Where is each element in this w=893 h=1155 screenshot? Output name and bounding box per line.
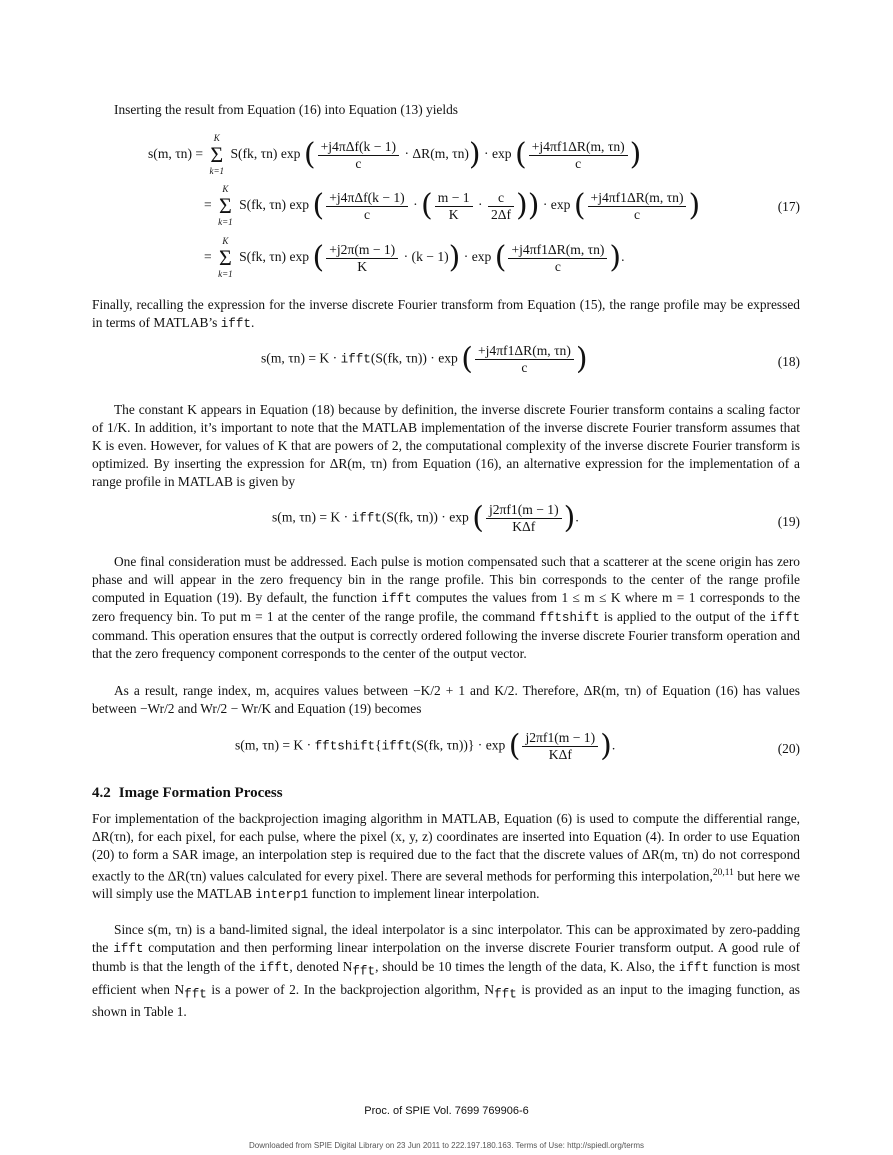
download-notice: Downloaded from SPIE Digital Library on 23 Jun 2011 to 222.197.180.163. Terms of Use: http://spiedl.org/terms [248, 1141, 645, 1150]
fraction: $\frac{c}{2\Delta f}$ [488, 190, 514, 223]
equation-17-row-2: = K Σ k=1 S(fk, τn) exp ( $\frac{\text{+j4πΔf(k − 1)}}{c}$ · ( $\frac{m - 1}{K}$ · $\frac{c}{2\Delta f}$ )) · exp ( $\frac{+j4\pi f1\Delta R(m, \tau n)}{c}$ ) [204, 184, 701, 227]
fraction: $\frac{+j4\pi f1\Delta R(m, \tau n)}{c}$ [508, 242, 607, 275]
equation-20-number: (20) [777, 741, 800, 756]
proceedings-citation: Proc. of SPIE Vol. 7699 769906-6 [364, 1105, 529, 1117]
fraction: $\frac{+j4\pi f1\Delta R(m, \tau n)}{c}$ [588, 190, 687, 223]
equation-20: s(m, τn) = K · fftshift{ifft(S(fk, τn))} · exp ( $\frac{j2\pi f1(m - 1)}{\text{KΔf}}$ ). [235, 728, 616, 764]
equation-17-lhs: s(m, τn) = [148, 146, 204, 162]
fraction: $\frac{m - 1}{K}$ [435, 190, 473, 223]
equation-18: s(m, τn) = K · ifft(S(fk, τn)) · exp ( $\frac{+j4\pi f1\Delta R(m, \tau n)}{c}$ ) [261, 341, 588, 377]
citation-ref: 20,11 [712, 868, 734, 878]
paragraph-implementation: For implementation of the backprojection imaging algorithm in MATLAB, Equation (6) is used to compute the differential range, ΔR(τn), for each pixel, for each pulse, where the pixel (x, y, z) coordinates are inserted into Equation (4). In order to use Equation (20) to form a SAR image, an interpolation step is required due to the fact that the discrete values of ΔR(m, τn) do not correspond exactly to the ΔR(τn) values calculated for every pixel. There are several methods for performing this interpolation,$^{20,11}$ but here we will simply use the MATLAB interp1 function to implement linear interpolation. [92, 811, 800, 903]
summation-symbol: K Σ k=1 [209, 133, 225, 176]
equation-17-row-1: s(m, τn) = K Σ k=1 S(fk, τn) exp ( $\frac{\text{+j4πΔf(k − 1)}}{c}$ · ΔR(m, τn)) · exp ( $\frac{+j4\pi f1\Delta R(m, \tau n)}{c}$ ) [148, 133, 642, 176]
equation-17-number: (17) [777, 199, 800, 214]
paragraph-constant-k: The constant K appears in Equation (18) because by definition, the inverse discrete Fourier transform contains a scaling factor of 1/K. In addition, it’s important to note that the MATLAB implementation of the inverse discrete Fourier transform assumes that K is even. However, for values of K that are powers of 2, the computational complexity of the inverse discrete Fourier transform is optimized. By inserting the expression for ΔR(m, τn) from Equation (16), an alternative expression for the implementation of a range profile in MATLAB is given by [92, 402, 800, 489]
intro-line: Inserting the result from Equation (16) into Equation (13) yields [114, 102, 458, 117]
fraction: $\frac{j2\pi f1(m - 1)}{\text{KΔf}}$ [522, 730, 598, 763]
paragraph-inverse-transform: Finally, recalling the expression for the inverse discrete Fourier transform from Equation (15), the range profile may be expressed in terms of MATLAB’s ifft. [92, 297, 800, 331]
fraction: $\frac{\text{+j4πΔf(k − 1)}}{c}$ [318, 139, 399, 172]
summation-symbol: K Σ k=1 [218, 236, 233, 279]
fraction: $\frac{+j4\pi f1\Delta R(m, \tau n)}{c}$ [529, 139, 628, 172]
paragraph-final-consideration: One final consideration must be addressed. Each pulse is motion compensated such that a scatterer at the scene origin has zero phase and will appear in the zero frequency bin in the range profile. This bin corresponds to the center of the range profile computed in Equation (19). By default, the function ifft computes the values from 1 ≤ m ≤ K where m = 1 corresponds to the zero frequency bin. To put m = 1 at the center of the range profile, the command fftshift is applied to the output of the ifft command. This operation ensures that the output is correctly ordered following the inverse discrete Fourier transform operation and that the zero frequency component corresponds to the center of the output vector. [92, 554, 801, 661]
equation-19-number: (19) [777, 514, 800, 529]
equation-19: s(m, τn) = K · ifft(S(fk, τn)) · exp ( $\frac{j2\pi f1(m - 1)}{\text{KΔf}}$ ). [272, 500, 579, 536]
fraction: $\frac{+j2\pi(m - 1)}{K}$ [326, 242, 398, 275]
fraction: $\frac{j2\pi f1(m - 1)}{\text{KΔf}}$ [486, 502, 562, 535]
fraction: $\frac{+j4\pi f1\Delta R(m, \tau n)}{c}$ [475, 343, 574, 376]
section-heading: 4.2 Image Formation Process [92, 785, 283, 801]
paragraph-result: As a result, range index, m, acquires values between −K/2 + 1 and K/2. Therefore, ΔR(m, τn) of Equation (16) has values between −Wr/2 and Wr/2 − Wr/K and Equation (19) becomes [92, 683, 800, 716]
paragraph-sinc-interpolator: Since s(m, τn) is a band-limited signal, the ideal interpolator is a sinc interpolator. This can be approximated by zero-padding the ifft computation and then performing linear interpolation on the inverse discrete Fourier transform output. A good rule of thumb is that the length of the ifft, denoted $N_{fft}$, should be 10 times the length of the data, K. Also, the ifft function is most efficient when $N_{fft}$ is a power of 2. In the backprojection algorithm, $N_{fft}$ is provided as an input to the imaging function, as shown in Table 1. [92, 922, 800, 1020]
summation-symbol: K Σ k=1 [218, 184, 233, 227]
equation-17-row-3: = K Σ k=1 S(fk, τn) exp ( $\frac{+j2\pi(m - 1)}{K}$ · (k − 1)) · exp ( $\frac{+j4\pi f1\Delta R(m, \tau n)}{c}$ ). [204, 236, 625, 279]
fraction: $\frac{\text{+j4πΔf(k − 1)}}{c}$ [326, 190, 407, 223]
equation-18-number: (18) [777, 354, 800, 369]
